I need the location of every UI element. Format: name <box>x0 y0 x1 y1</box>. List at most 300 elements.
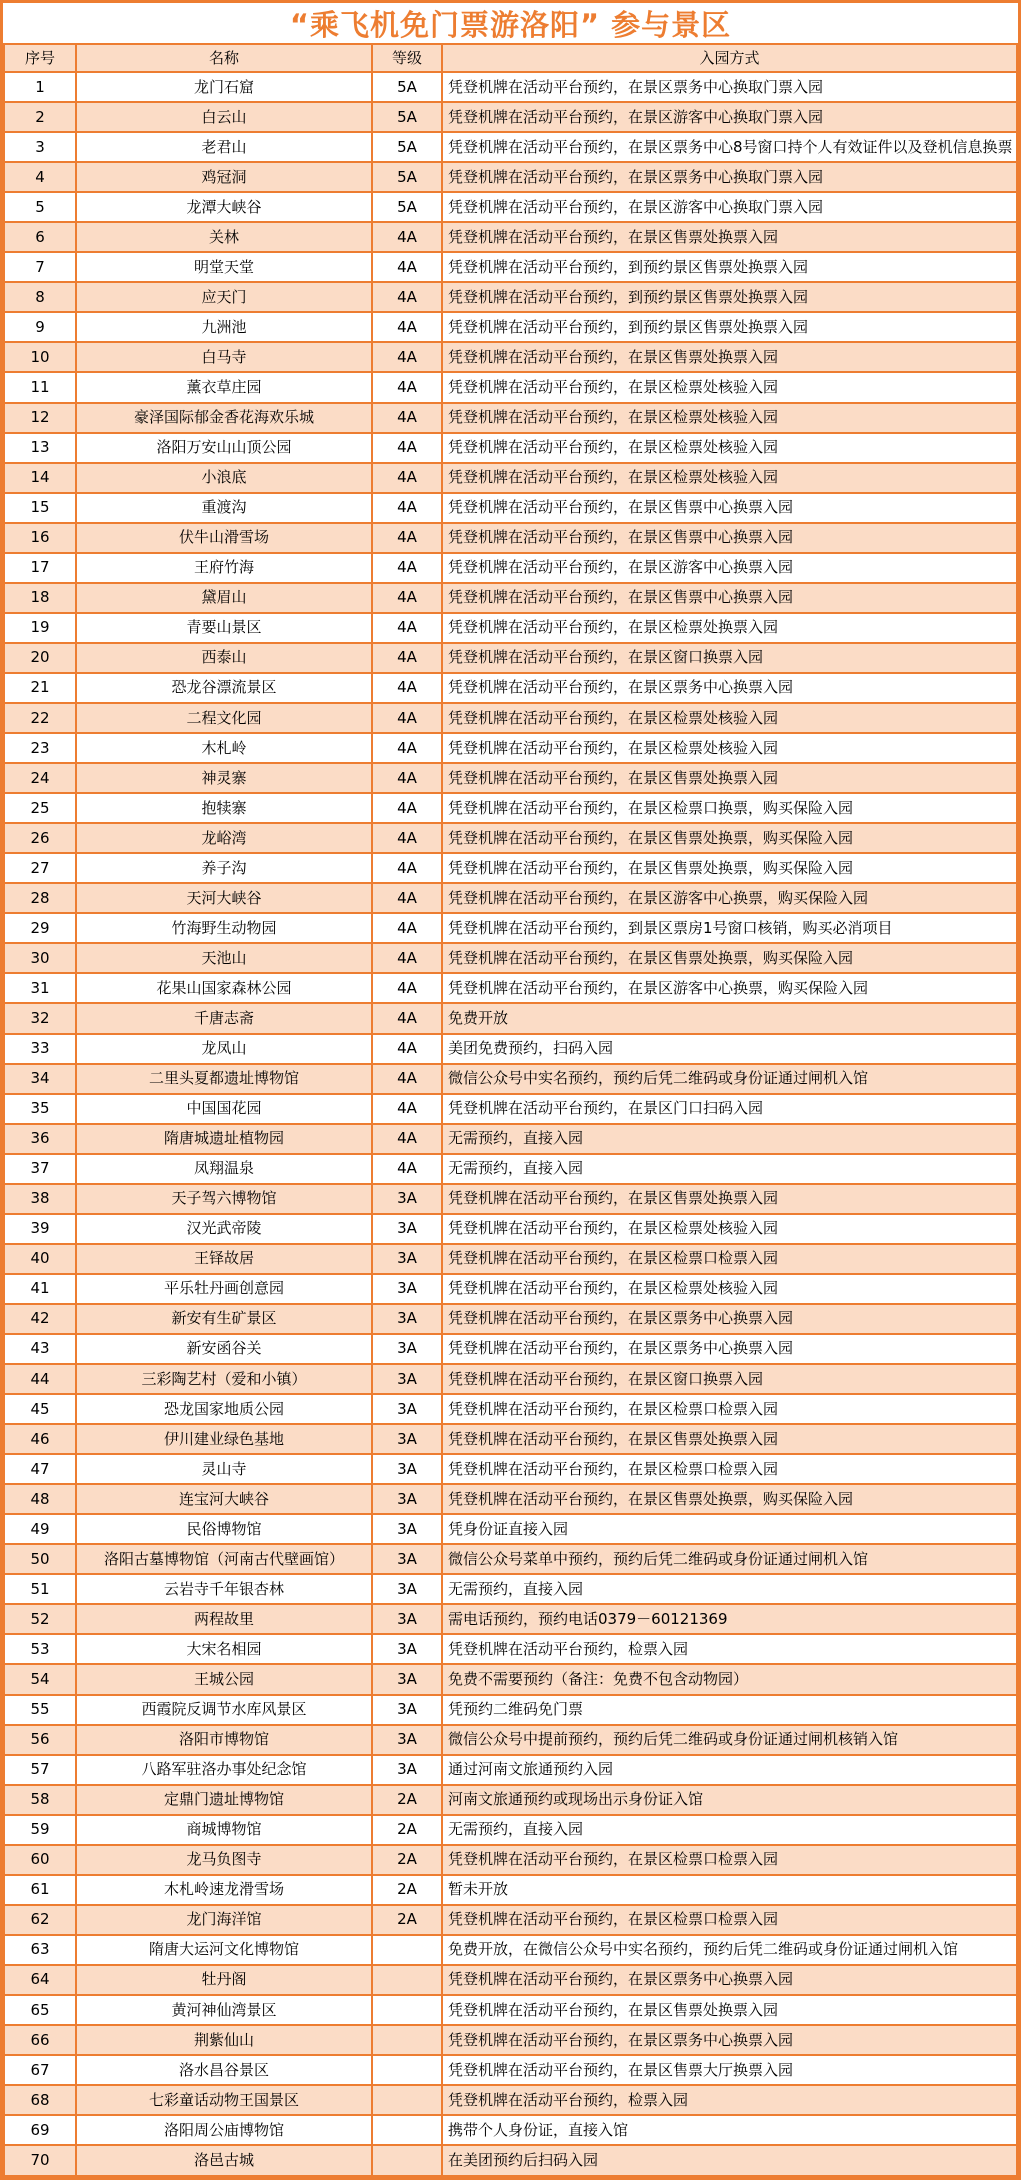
cell-name: 龙峪湾 <box>76 823 372 853</box>
cell-name: 荆紫仙山 <box>76 2025 372 2055</box>
cell-entry: 凭登机牌在活动平台预约，在景区售票中心换票入园 <box>442 523 1017 553</box>
cell-grade: 3A <box>372 1424 442 1454</box>
cell-name: 七彩童话动物王国景区 <box>76 2085 372 2115</box>
cell-entry: 微信公众号中实名预约，预约后凭二维码或身份证通过闸机入馆 <box>442 1064 1017 1094</box>
cell-name: 凤翔温泉 <box>76 1154 372 1184</box>
cell-entry: 免费不需要预约（备注：免费不包含动物园） <box>442 1664 1017 1694</box>
table-row <box>4 372 1017 402</box>
header-entry: 入园方式 <box>442 44 1017 72</box>
cell-grade: 4A <box>372 1003 442 1033</box>
table-row <box>4 1214 1017 1244</box>
table-row <box>4 342 1017 372</box>
table-row <box>4 2055 1017 2085</box>
table-row <box>4 2115 1017 2145</box>
table-row <box>4 1124 1017 1154</box>
cell-entry: 凭登机牌在活动平台预约，在景区检票口检票入园 <box>442 1244 1017 1274</box>
table-row <box>4 973 1017 1003</box>
cell-name: 龙潭大峡谷 <box>76 192 372 222</box>
cell-name: 木札岭 <box>76 733 372 763</box>
table-row <box>4 1304 1017 1334</box>
cell-name: 汉光武帝陵 <box>76 1214 372 1244</box>
cell-grade: 4A <box>372 553 442 583</box>
cell-index: 9 <box>4 312 76 342</box>
cell-name: 鸡冠洞 <box>76 162 372 192</box>
table-row <box>4 1634 1017 1664</box>
cell-grade: 4A <box>372 463 442 493</box>
cell-name: 恐龙国家地质公园 <box>76 1394 372 1424</box>
cell-entry: 凭登机牌在活动平台预约，在景区检票处核验入园 <box>442 463 1017 493</box>
cell-index: 37 <box>4 1154 76 1184</box>
table-row <box>4 1725 1017 1755</box>
cell-name: 竹海野生动物园 <box>76 913 372 943</box>
cell-name: 新安有生矿景区 <box>76 1304 372 1334</box>
cell-name: 龙凤山 <box>76 1034 372 1064</box>
cell-entry: 凭登机牌在活动平台预约，在景区票务中心换票入园 <box>442 1334 1017 1364</box>
cell-entry: 凭登机牌在活动平台预约，在景区票务中心换取门票入园 <box>442 72 1017 102</box>
table-row <box>4 282 1017 312</box>
cell-grade: 5A <box>372 132 442 162</box>
cell-entry: 凭登机牌在活动平台预约，在景区检票口检票入园 <box>442 1394 1017 1424</box>
cell-entry: 凭预约二维码免门票 <box>442 1695 1017 1725</box>
cell-entry: 微信公众号菜单中预约，预约后凭二维码或身份证通过闸机入馆 <box>442 1544 1017 1574</box>
cell-grade: 3A <box>372 1664 442 1694</box>
cell-index: 28 <box>4 883 76 913</box>
cell-entry: 微信公众号中提前预约，预约后凭二维码或身份证通过闸机核销入馆 <box>442 1725 1017 1755</box>
table-body <box>4 72 1017 2176</box>
cell-name: 王铎故居 <box>76 1244 372 1274</box>
table-row <box>4 1755 1017 1785</box>
table-row <box>4 1935 1017 1965</box>
cell-name: 大宋名相园 <box>76 1634 372 1664</box>
table-row <box>4 1334 1017 1364</box>
cell-grade: 4A <box>372 372 442 402</box>
table-row <box>4 132 1017 162</box>
table-row <box>4 643 1017 673</box>
cell-grade: 2A <box>372 1905 442 1935</box>
table-row <box>4 1785 1017 1815</box>
cell-index: 49 <box>4 1514 76 1544</box>
cell-grade: 4A <box>372 943 442 973</box>
cell-grade <box>372 2025 442 2055</box>
table-row <box>4 703 1017 733</box>
cell-entry: 凭登机牌在活动平台预约，在景区售票处换票，购买保险入园 <box>442 823 1017 853</box>
table-header <box>4 44 1017 72</box>
cell-name: 民俗博物馆 <box>76 1514 372 1544</box>
table-row <box>4 1544 1017 1574</box>
cell-entry: 凭登机牌在活动平台预约，到景区票房1号窗口核销，购买必消项目 <box>442 913 1017 943</box>
cell-index: 29 <box>4 913 76 943</box>
cell-entry: 美团免费预约，扫码入园 <box>442 1034 1017 1064</box>
table-row <box>4 733 1017 763</box>
cell-name: 白马寺 <box>76 342 372 372</box>
cell-index: 67 <box>4 2055 76 2085</box>
cell-index: 44 <box>4 1364 76 1394</box>
cell-grade: 4A <box>372 433 442 463</box>
cell-grade: 4A <box>372 973 442 1003</box>
cell-index: 61 <box>4 1875 76 1905</box>
cell-grade <box>372 2115 442 2145</box>
cell-index: 16 <box>4 523 76 553</box>
cell-index: 51 <box>4 1574 76 1604</box>
cell-name: 青要山景区 <box>76 613 372 643</box>
cell-name: 云岩寺千年银杏林 <box>76 1574 372 1604</box>
cell-index: 15 <box>4 493 76 523</box>
header-row <box>4 44 1017 72</box>
cell-grade <box>372 2145 442 2176</box>
cell-index: 1 <box>4 72 76 102</box>
cell-grade: 2A <box>372 1815 442 1845</box>
cell-grade: 5A <box>372 192 442 222</box>
table-row <box>4 1995 1017 2025</box>
cell-index: 18 <box>4 583 76 613</box>
cell-index: 10 <box>4 342 76 372</box>
cell-grade: 4A <box>372 1064 442 1094</box>
cell-index: 54 <box>4 1664 76 1694</box>
cell-name: 灵山寺 <box>76 1454 372 1484</box>
cell-grade: 3A <box>372 1725 442 1755</box>
cell-index: 2 <box>4 102 76 132</box>
cell-grade: 4A <box>372 673 442 703</box>
cell-name: 关林 <box>76 222 372 252</box>
cell-name: 应天门 <box>76 282 372 312</box>
cell-grade: 4A <box>372 1094 442 1124</box>
cell-name: 九洲池 <box>76 312 372 342</box>
cell-index: 27 <box>4 853 76 883</box>
cell-index: 30 <box>4 943 76 973</box>
cell-entry: 凭登机牌在活动平台预约，在景区售票处换票入园 <box>442 1424 1017 1454</box>
table-row <box>4 1484 1017 1514</box>
cell-index: 3 <box>4 132 76 162</box>
cell-index: 39 <box>4 1214 76 1244</box>
table-row <box>4 1514 1017 1544</box>
cell-name: 西泰山 <box>76 643 372 673</box>
table-row <box>4 1034 1017 1064</box>
cell-index: 56 <box>4 1725 76 1755</box>
table-row <box>4 2145 1017 2176</box>
cell-index: 12 <box>4 403 76 433</box>
cell-name: 平乐牡丹画创意园 <box>76 1274 372 1304</box>
cell-name: 天子驾六博物馆 <box>76 1184 372 1214</box>
table-row <box>4 913 1017 943</box>
cell-grade: 3A <box>372 1574 442 1604</box>
cell-grade: 4A <box>372 222 442 252</box>
cell-index: 34 <box>4 1064 76 1094</box>
cell-index: 70 <box>4 2145 76 2176</box>
cell-entry: 凭登机牌在活动平台预约，在景区售票处换票入园 <box>442 1995 1017 2025</box>
table-row <box>4 433 1017 463</box>
cell-index: 17 <box>4 553 76 583</box>
cell-index: 40 <box>4 1244 76 1274</box>
cell-name: 二程文化园 <box>76 703 372 733</box>
table-row <box>4 463 1017 493</box>
cell-entry: 凭登机牌在活动平台预约，在景区检票处核验入园 <box>442 1214 1017 1244</box>
table-row <box>4 1394 1017 1424</box>
cell-index: 43 <box>4 1334 76 1364</box>
cell-grade: 4A <box>372 1154 442 1184</box>
cell-index: 64 <box>4 1965 76 1995</box>
cell-name: 王府竹海 <box>76 553 372 583</box>
cell-name: 天河大峡谷 <box>76 883 372 913</box>
cell-index: 36 <box>4 1124 76 1154</box>
cell-entry: 凭登机牌在活动平台预约，到预约景区售票处换票入园 <box>442 312 1017 342</box>
cell-index: 55 <box>4 1695 76 1725</box>
table-row <box>4 1574 1017 1604</box>
cell-name: 洛邑古城 <box>76 2145 372 2176</box>
cell-entry: 凭登机牌在活动平台预约，在景区检票处核验入园 <box>442 703 1017 733</box>
cell-entry: 凭登机牌在活动平台预约，在景区检票口检票入园 <box>442 1845 1017 1875</box>
cell-entry: 无需预约，直接入园 <box>442 1574 1017 1604</box>
table-row <box>4 1664 1017 1694</box>
cell-grade: 3A <box>372 1304 442 1334</box>
cell-index: 14 <box>4 463 76 493</box>
cell-entry: 凭登机牌在活动平台预约，在景区游客中心换票，购买保险入园 <box>442 883 1017 913</box>
cell-entry: 凭登机牌在活动平台预约，在景区游客中心换票入园 <box>442 553 1017 583</box>
cell-name: 花果山国家森林公园 <box>76 973 372 1003</box>
cell-grade: 4A <box>372 643 442 673</box>
table-row <box>4 823 1017 853</box>
table-row <box>4 613 1017 643</box>
cell-name: 小浪底 <box>76 463 372 493</box>
cell-index: 41 <box>4 1274 76 1304</box>
cell-index: 58 <box>4 1785 76 1815</box>
cell-index: 22 <box>4 703 76 733</box>
cell-grade: 2A <box>372 1875 442 1905</box>
cell-name: 豪泽国际郁金香花海欢乐城 <box>76 403 372 433</box>
table-row <box>4 252 1017 282</box>
cell-index: 65 <box>4 1995 76 2025</box>
header-name: 名称 <box>76 44 372 72</box>
cell-grade: 2A <box>372 1785 442 1815</box>
table-row <box>4 523 1017 553</box>
table-row <box>4 72 1017 102</box>
cell-entry: 凭登机牌在活动平台预约，在景区售票处换票入园 <box>442 1184 1017 1214</box>
cell-grade: 4A <box>372 583 442 613</box>
table-row <box>4 1364 1017 1394</box>
cell-index: 20 <box>4 643 76 673</box>
cell-index: 23 <box>4 733 76 763</box>
cell-entry: 凭登机牌在活动平台预约，在景区窗口换票入园 <box>442 643 1017 673</box>
cell-index: 50 <box>4 1544 76 1574</box>
table-row <box>4 1875 1017 1905</box>
cell-grade: 3A <box>372 1544 442 1574</box>
cell-grade <box>372 1995 442 2025</box>
cell-entry: 凭登机牌在活动平台预约，到预约景区售票处换票入园 <box>442 252 1017 282</box>
cell-index: 6 <box>4 222 76 252</box>
cell-grade: 5A <box>372 72 442 102</box>
cell-index: 59 <box>4 1815 76 1845</box>
cell-grade: 3A <box>372 1484 442 1514</box>
table-row <box>4 1244 1017 1274</box>
cell-name: 木札岭速龙滑雪场 <box>76 1875 372 1905</box>
cell-name: 西霞院反调节水库风景区 <box>76 1695 372 1725</box>
cell-entry: 暂未开放 <box>442 1875 1017 1905</box>
cell-grade: 4A <box>372 1034 442 1064</box>
scenic-area-table <box>3 43 1018 2177</box>
cell-grade: 4A <box>372 913 442 943</box>
cell-index: 48 <box>4 1484 76 1514</box>
cell-grade: 3A <box>372 1454 442 1484</box>
cell-name: 中国国花园 <box>76 1094 372 1124</box>
cell-index: 62 <box>4 1905 76 1935</box>
cell-name: 老君山 <box>76 132 372 162</box>
cell-grade: 4A <box>372 763 442 793</box>
cell-name: 薰衣草庄园 <box>76 372 372 402</box>
cell-grade: 4A <box>372 523 442 553</box>
cell-grade: 4A <box>372 1124 442 1154</box>
cell-name: 伏牛山滑雪场 <box>76 523 372 553</box>
cell-entry: 凭登机牌在活动平台预约，在景区游客中心换取门票入园 <box>442 102 1017 132</box>
cell-index: 21 <box>4 673 76 703</box>
cell-name: 抱犊寨 <box>76 793 372 823</box>
table-row <box>4 1454 1017 1484</box>
cell-entry: 通过河南文旅通预约入园 <box>442 1755 1017 1785</box>
cell-index: 60 <box>4 1845 76 1875</box>
cell-name: 洛阳市博物馆 <box>76 1725 372 1755</box>
table-row <box>4 1274 1017 1304</box>
cell-entry: 凭登机牌在活动平台预约，在景区检票处核验入园 <box>442 433 1017 463</box>
cell-index: 24 <box>4 763 76 793</box>
cell-grade: 3A <box>372 1514 442 1544</box>
cell-grade: 5A <box>372 102 442 132</box>
cell-entry: 凭登机牌在活动平台预约，在景区检票处核验入园 <box>442 1274 1017 1304</box>
page-title: “乘飞机免门票游洛阳” 参与景区 <box>3 3 1018 43</box>
cell-entry: 凭登机牌在活动平台预约，在景区票务中心换票入园 <box>442 673 1017 703</box>
cell-grade: 4A <box>372 613 442 643</box>
table-row <box>4 102 1017 132</box>
cell-grade: 3A <box>372 1244 442 1274</box>
cell-entry: 免费开放 <box>442 1003 1017 1033</box>
cell-name: 龙门石窟 <box>76 72 372 102</box>
cell-index: 69 <box>4 2115 76 2145</box>
cell-grade: 3A <box>372 1394 442 1424</box>
cell-index: 31 <box>4 973 76 1003</box>
cell-grade: 4A <box>372 823 442 853</box>
cell-name: 黄河神仙湾景区 <box>76 1995 372 2025</box>
table-row <box>4 793 1017 823</box>
cell-name: 洛阳周公庙博物馆 <box>76 2115 372 2145</box>
cell-name: 恐龙谷漂流景区 <box>76 673 372 703</box>
cell-grade: 2A <box>372 1845 442 1875</box>
table-row <box>4 312 1017 342</box>
cell-grade: 4A <box>372 312 442 342</box>
table-row <box>4 1845 1017 1875</box>
cell-index: 47 <box>4 1454 76 1484</box>
cell-grade: 3A <box>372 1364 442 1394</box>
cell-entry: 凭登机牌在活动平台预约，在景区检票口检票入园 <box>442 1454 1017 1484</box>
cell-name: 王城公园 <box>76 1664 372 1694</box>
cell-entry: 凭登机牌在活动平台预约，在景区售票处换票，购买保险入园 <box>442 853 1017 883</box>
cell-grade: 3A <box>372 1184 442 1214</box>
cell-entry: 凭登机牌在活动平台预约，在景区检票口检票入园 <box>442 1905 1017 1935</box>
table-row <box>4 853 1017 883</box>
table-row <box>4 222 1017 252</box>
cell-entry: 凭登机牌在活动平台预约，在景区售票处换票入园 <box>442 763 1017 793</box>
cell-entry: 凭登机牌在活动平台预约，在景区票务中心换取门票入园 <box>442 162 1017 192</box>
cell-name: 新安函谷关 <box>76 1334 372 1364</box>
table-row <box>4 1815 1017 1845</box>
table-row <box>4 1695 1017 1725</box>
cell-entry: 凭登机牌在活动平台预约，在景区售票中心换票入园 <box>442 583 1017 613</box>
table-row <box>4 763 1017 793</box>
cell-entry: 凭登机牌在活动平台预约，在景区检票处核验入园 <box>442 372 1017 402</box>
cell-grade <box>372 1935 442 1965</box>
cell-index: 38 <box>4 1184 76 1214</box>
cell-name: 白云山 <box>76 102 372 132</box>
cell-grade <box>372 2085 442 2115</box>
cell-grade: 3A <box>372 1634 442 1664</box>
cell-index: 19 <box>4 613 76 643</box>
table-row <box>4 1154 1017 1184</box>
table-row <box>4 493 1017 523</box>
cell-index: 26 <box>4 823 76 853</box>
cell-grade: 4A <box>372 403 442 433</box>
table-row <box>4 583 1017 613</box>
cell-entry: 凭登机牌在活动平台预约，在景区票务中心换票入园 <box>442 1965 1017 1995</box>
cell-index: 35 <box>4 1094 76 1124</box>
cell-entry: 凭登机牌在活动平台预约，在景区门口扫码入园 <box>442 1094 1017 1124</box>
table-row <box>4 1064 1017 1094</box>
cell-grade: 3A <box>372 1604 442 1634</box>
cell-index: 33 <box>4 1034 76 1064</box>
cell-entry: 凭登机牌在活动平台预约，在景区检票处核验入园 <box>442 733 1017 763</box>
cell-entry: 无需预约，直接入园 <box>442 1124 1017 1154</box>
cell-entry: 凭登机牌在活动平台预约，在景区票务中心换票入园 <box>442 1304 1017 1334</box>
cell-index: 68 <box>4 2085 76 2115</box>
table-row <box>4 403 1017 433</box>
cell-index: 4 <box>4 162 76 192</box>
cell-grade: 4A <box>372 493 442 523</box>
cell-grade: 4A <box>372 252 442 282</box>
cell-grade: 4A <box>372 703 442 733</box>
cell-entry: 无需预约，直接入园 <box>442 1154 1017 1184</box>
cell-entry: 携带个人身份证，直接入馆 <box>442 2115 1017 2145</box>
cell-index: 7 <box>4 252 76 282</box>
table-row <box>4 1965 1017 1995</box>
cell-name: 天池山 <box>76 943 372 973</box>
cell-entry: 凭身份证直接入园 <box>442 1514 1017 1544</box>
cell-name: 黛眉山 <box>76 583 372 613</box>
cell-entry: 凭登机牌在活动平台预约，在景区售票处换票，购买保险入园 <box>442 943 1017 973</box>
cell-entry: 凭登机牌在活动平台预约，在景区售票中心换票入园 <box>442 493 1017 523</box>
cell-name: 隋唐城遗址植物园 <box>76 1124 372 1154</box>
cell-index: 5 <box>4 192 76 222</box>
cell-name: 伊川建业绿色基地 <box>76 1424 372 1454</box>
table-row <box>4 1094 1017 1124</box>
cell-index: 46 <box>4 1424 76 1454</box>
cell-index: 66 <box>4 2025 76 2055</box>
cell-entry: 凭登机牌在活动平台预约，在景区票务中心8号窗口持个人有效证件以及登机信息换票 <box>442 132 1017 162</box>
table-row <box>4 943 1017 973</box>
cell-name: 定鼎门遗址博物馆 <box>76 1785 372 1815</box>
cell-name: 明堂天堂 <box>76 252 372 282</box>
table-row <box>4 2025 1017 2055</box>
cell-name: 洛水昌谷景区 <box>76 2055 372 2085</box>
cell-entry: 凭登机牌在活动平台预约，在景区售票处换票入园 <box>442 222 1017 252</box>
cell-grade: 4A <box>372 733 442 763</box>
cell-entry: 凭登机牌在活动平台预约，在景区售票处换票，购买保险入园 <box>442 1484 1017 1514</box>
cell-index: 57 <box>4 1755 76 1785</box>
cell-entry: 河南文旅通预约或现场出示身份证入馆 <box>442 1785 1017 1815</box>
cell-entry: 凭登机牌在活动平台预约，在景区游客中心换取门票入园 <box>442 192 1017 222</box>
cell-entry: 凭登机牌在活动平台预约，在景区游客中心换票，购买保险入园 <box>442 973 1017 1003</box>
cell-grade: 3A <box>372 1274 442 1304</box>
cell-name: 三彩陶艺村（爱和小镇） <box>76 1364 372 1394</box>
cell-entry: 凭登机牌在活动平台预约，检票入园 <box>442 2085 1017 2115</box>
cell-index: 25 <box>4 793 76 823</box>
cell-entry: 需电话预约，预约电话0379－60121369 <box>442 1604 1017 1634</box>
cell-grade: 4A <box>372 342 442 372</box>
cell-name: 重渡沟 <box>76 493 372 523</box>
